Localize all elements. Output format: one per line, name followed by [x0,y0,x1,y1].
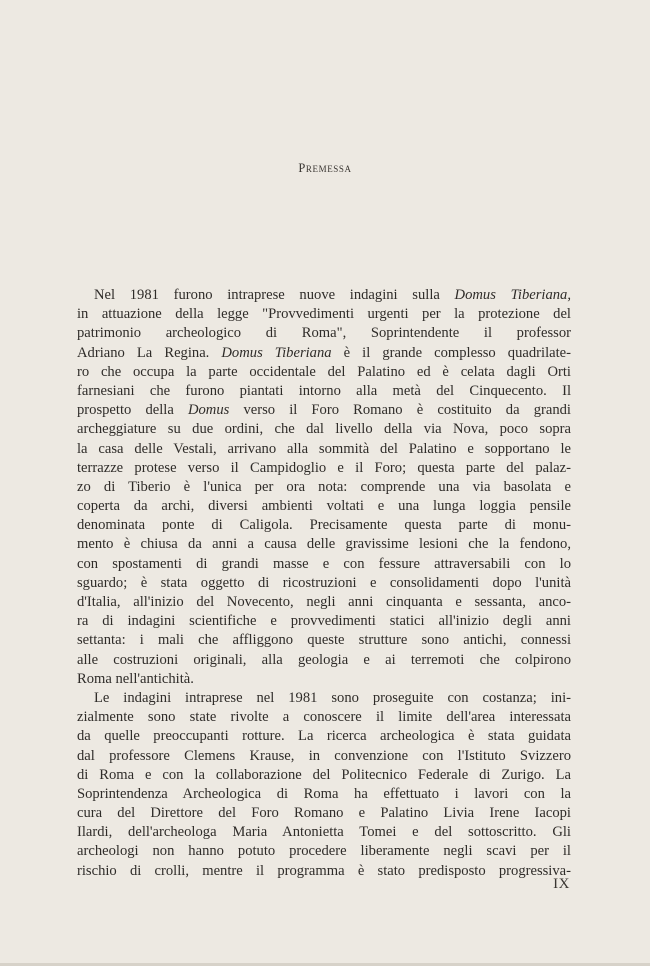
text-line [77,574,571,593]
text-segment: archeggiature su due ordini, che dal livello della via Nova, poco sopra [77,421,571,438]
text-line [77,785,571,804]
text-line [77,459,571,478]
text-line [77,593,571,612]
text-segment: settanta: i mali che affliggono queste strutture sono antichi, connessi [77,632,571,649]
text-line [77,516,571,535]
text-segment: coperta da archi, diversi ambienti voltati e una lunga loggia pensile [77,498,571,515]
text-line [77,305,571,324]
text-line [77,670,571,689]
text-line [77,823,571,842]
text-line [77,708,571,727]
italic-text: Domus Tiberiana [221,344,332,361]
text-segment: cura del Direttore del Foro Romano e Palatino Livia Irene Iacopi [77,805,571,822]
text-segment: denominata ponte di Caligola. Precisamente questa parte di monu- [77,517,571,534]
text-line [77,689,571,708]
text-line [77,420,571,439]
text-line [77,612,571,631]
page-number: IX [553,876,570,892]
text-line [77,535,571,554]
text-segment: sguardo; è stata oggetto di ricostruzioni e consolidamenti dopo l'unità [77,574,571,591]
italic-text: Domus [187,402,230,419]
text-segment: Ilardi, dell'archeologa Maria Antonietta Tomei e del sottoscritto. Gli [77,824,571,841]
text-segment: dal professore Clemens Krause, in convenzione con l'Istituto Svizzero [77,747,571,764]
text-line [77,804,571,823]
text-segment: d'Italia, all'inizio del Novecento, negli anni cinquanta e sessanta, anco- [77,594,571,610]
text-segment: con spostamenti di grandi masse e con fessure attraversabili con lo [77,555,571,572]
text-line [77,631,571,650]
text-segment: Adriano La Regina. [77,344,222,361]
text-segment: terrazze protese verso il Campidoglio e il Foro; questa parte del palaz- [77,459,571,476]
text-segment: Nel 1981 furono intraprese nuove indagini sulla [94,287,455,303]
text-line [77,727,571,746]
text-segment: da quelle preoccupanti rotture. La ricerca archeologica è stata guidata [77,728,571,745]
text-line [77,497,571,516]
text-segment: zo di Tiberio è l'unica per ora nota: comprende una via basolata e [77,478,571,495]
text-line [77,324,571,343]
text-line [77,766,571,785]
text-line [77,382,571,401]
text-segment: in attuazione della legge "Provvedimenti urgenti per la protezione del [77,306,571,323]
page-title: Premessa [298,161,352,175]
text-line [77,651,571,670]
text-segment: ra di indagini scientifiche e provvedimenti statici all'inizio degli anni [77,613,571,630]
text-line [77,440,571,459]
text-line [77,344,571,363]
text-segment: la casa delle Vestali, arrivano alla sommità del Palatino e sopportano le [77,440,571,457]
text-line [77,842,571,861]
body-text [77,286,571,881]
text-line [77,747,571,766]
text-segment: farnesiani che furono piantati intorno alla metà del Cinquecento. Il [77,382,571,399]
text-segment: archeologi non hanno potuto procedere liberamente negli scavi per il [77,843,571,860]
text-line [77,363,571,382]
text-segment: alle costruzioni originali, alla geologia e ai terremoti che colpirono [77,651,571,668]
text-segment: patrimonio archeologico di Roma", Soprintendente il professor [77,325,571,342]
text-segment: mento è chiusa da anni a causa delle gravissime lesioni che la fendono, [77,536,571,553]
paragraph [77,689,571,881]
text-segment: è il grande complesso quadrilate- [331,344,571,361]
italic-text: Domus Tiberiana, [454,287,571,303]
text-line [77,286,571,305]
text-line [77,555,571,574]
paragraph [77,286,571,689]
text-segment: zialmente sono state rivolte a conoscere il limite dell'area interessata [77,709,571,726]
text-line [77,478,571,497]
text-segment: rischio di crolli, mentre il programma è stato predisposto progressiva- [77,862,571,879]
text-segment: Le indagini intraprese nel 1981 sono proseguite con costanza; ini- [94,689,571,706]
text-segment: di Roma e con la collaborazione del Politecnico Federale di Zurigo. La [77,766,571,783]
text-segment: verso il Foro Romano è costituito da grandi [229,402,571,419]
text-segment: ro che occupa la parte occidentale del Palatino ed è celata dagli Orti [77,363,571,380]
text-segment: prospetto della [77,402,188,419]
text-segment: Roma nell'antichità. [77,670,194,687]
text-line [77,401,571,420]
text-segment: Soprintendenza Archeologica di Roma ha effettuato i lavori con la [77,785,571,802]
text-line [77,862,571,881]
